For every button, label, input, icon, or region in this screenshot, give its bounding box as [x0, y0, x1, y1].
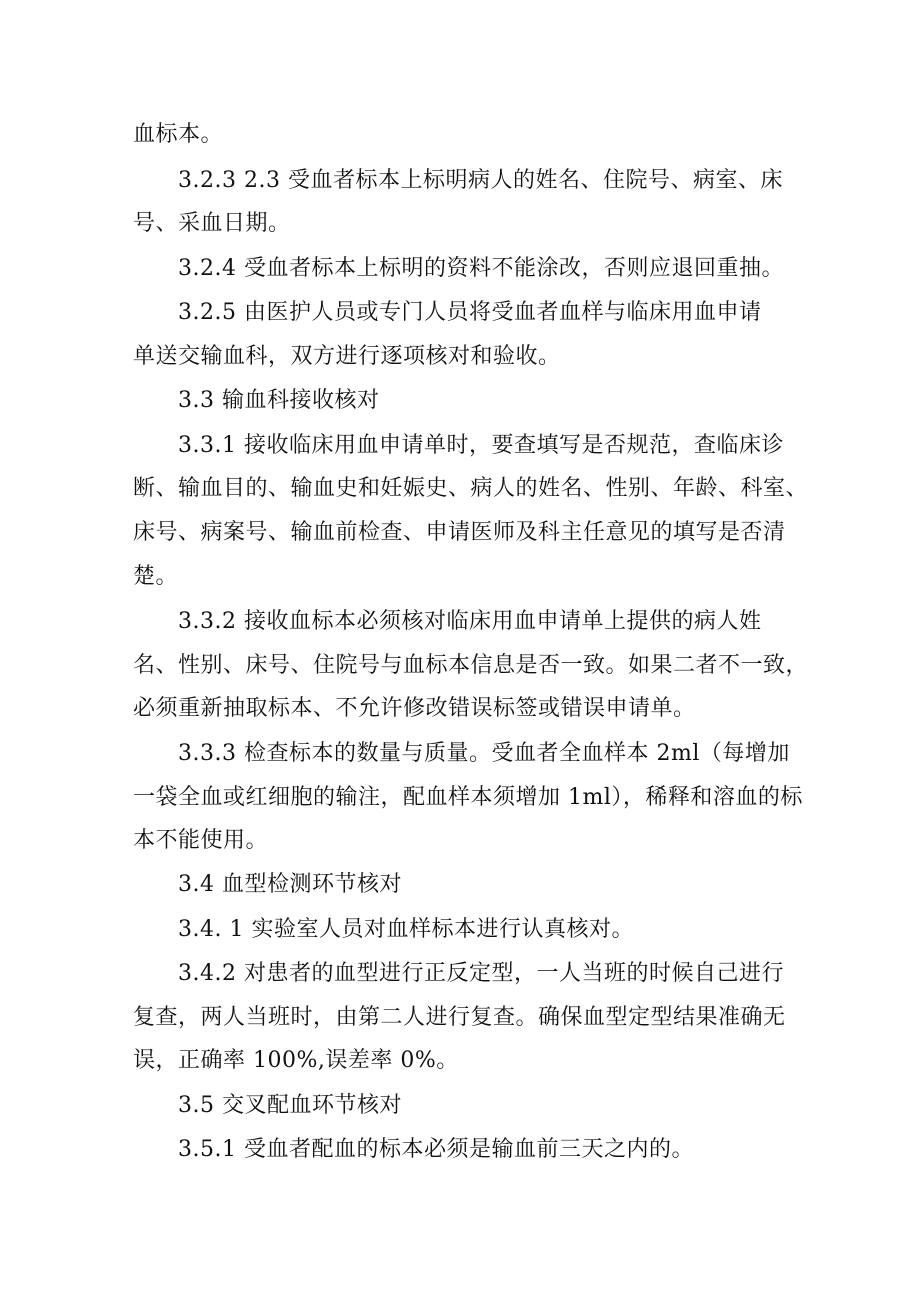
text-line: 名、性别、床号、住院号与血标本信息是否一致。如果二者不一致，	[133, 653, 809, 678]
text-line: 床号、病案号、输血前检查、申请医师及科主任意见的填写是否清	[133, 520, 786, 545]
section-heading: 3.4 血型检测环节核对	[178, 872, 402, 897]
text-line: 断、输血目的、输血史和妊娠史、病人的姓名、性别、年龄、科室、	[133, 476, 809, 501]
text-line: 3.5.1 受血者配血的标本必须是输血前三天之内的。	[178, 1137, 694, 1162]
section-heading: 3.3 输血科接收核对	[178, 388, 380, 413]
text-line: 3.4.2 对患者的血型进行正反定型，一人当班的时候自己进行	[178, 961, 784, 986]
text-line: 3.2.5 由医护人员或专门人员将受血者血样与临床用血申请	[178, 300, 762, 325]
text-line: 一袋全血或红细胞的输注，配血样本须增加 1ml），稀释和溶血的标	[133, 785, 803, 810]
text-line: 3.2.4 受血者标本上标明的资料不能涂改，否则应退回重抽。	[178, 256, 784, 281]
text-line: 误，正确率 100%,误差率 0%。	[133, 1048, 459, 1073]
text-line: 3.3.1 接收临床用血申请单时，要查填写是否规范，查临床诊	[178, 433, 784, 458]
text-line: 必须重新抽取标本、不允许修改错误标签或错误申请单。	[133, 696, 696, 721]
text-line: 3.2.3 2.3 受血者标本上标明病人的姓名、住院号、病室、床	[178, 168, 783, 193]
text-line: 复查，两人当班时，由第二人进行复查。确保血型定型结果准确无	[133, 1005, 786, 1030]
text-line: 号、采血日期。	[133, 211, 291, 236]
section-heading: 3.5 交叉配血环节核对	[178, 1093, 402, 1118]
text-line: 本不能使用。	[133, 828, 269, 853]
text-line: 血标本。	[133, 122, 224, 147]
text-line: 3.3.3 检查标本的数量与质量。受血者全血样本 2ml（每增加	[178, 741, 790, 766]
text-line: 楚。	[133, 564, 179, 589]
text-line: 3.4. 1 实验室人员对血样标本进行认真核对。	[178, 917, 634, 942]
text-line: 3.3.2 接收血标本必须核对临床用血申请单上提供的病人姓	[178, 609, 762, 634]
text-line: 单送交输血科，双方进行逐项核对和验收。	[133, 344, 561, 369]
